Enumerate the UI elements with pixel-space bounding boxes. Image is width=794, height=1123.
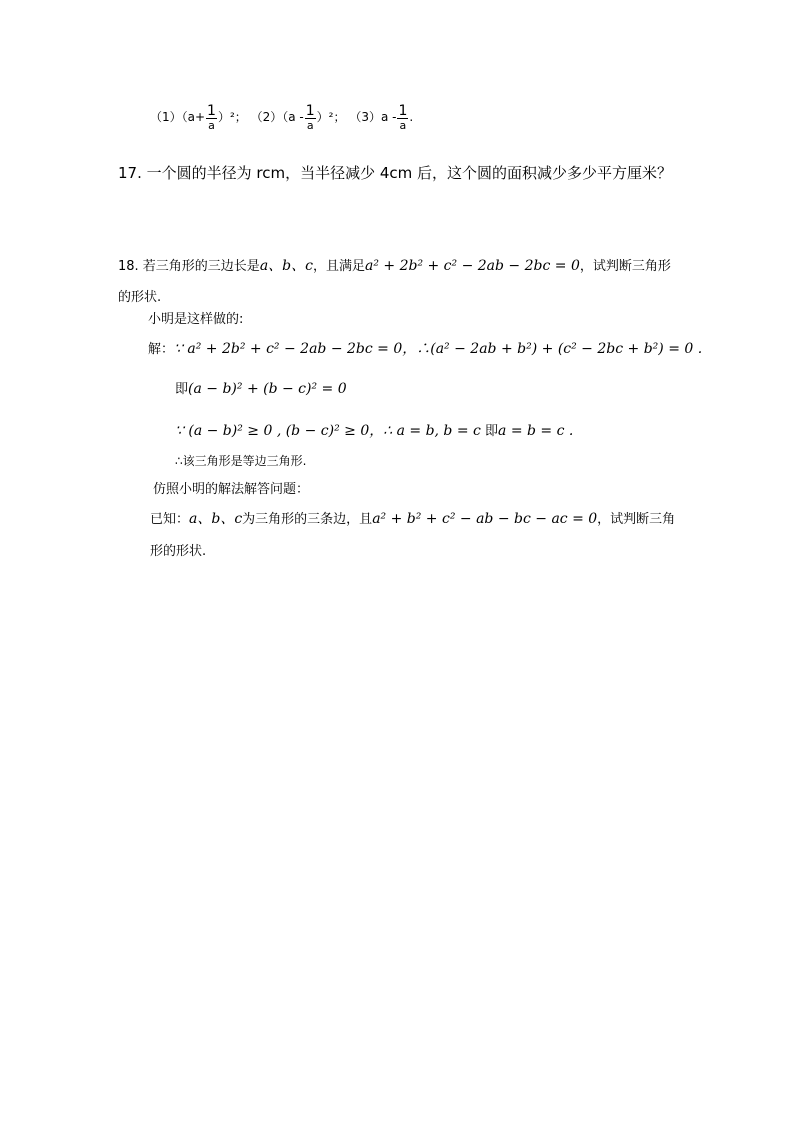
q18-step3: ∵ (a − b)² ≥ 0 , (b − c)² ≥ 0，∴ a = b, b = c 即a = b = c . [175,423,574,439]
q18-conclusion: ∴该三角形是等边三角形. [175,454,307,468]
q18-vars: a、b、c [259,258,313,274]
q16-part3-prefix: （3）a - [349,110,397,124]
q16-part1-suffix: ）²； [217,110,247,124]
q16-parts-line [150,104,413,131]
q18-intro-line1: 18. 若三角形的三边长是a、b、c，且满足a² + 2b² + c² − 2ab − 2bc = 0，试判断三角形 [118,258,671,274]
q16-part2-suffix: ）²； [316,110,346,124]
q18-step2: 即(a − b)² + (b − c)² = 0 [175,381,347,397]
known-label: 已知： [150,512,190,527]
q17-text: 17. 一个圆的半径为 rcm，当半径减少 4cm 后，这个圆的面积减少多少平方厘米？ [118,164,673,182]
q18-xiaoming-label: 小明是这样做的: [148,312,244,327]
q16-part1-fraction: $\frac{1}{a}$ [207,103,216,132]
solution-label: 解： [148,342,175,357]
known-condition: a² + b² + c² − ab − bc − ac = 0 [372,511,598,527]
q18-intro-line2: 的形状. [118,290,162,305]
q18-imitate: 仿照小明的解法解答问题： [153,482,310,497]
q18-known-line2: 形的形状. [150,544,207,559]
q18-step1: 解：∵ a² + 2b² + c² − 2ab − 2bc = 0，∴(a² − 2ab + b²) + (c² − 2bc + b²) = 0 . [148,341,703,357]
q16-part3-suffix: . [409,110,414,124]
q18-condition: a² + 2b² + c² − 2ab − 2bc = 0 [364,258,580,274]
q16-part3-fraction: $\frac{1}{a}$ [398,103,408,132]
q16-part2-prefix: （2）（a - [250,110,304,124]
q16-part1-prefix: （1）（a+ [150,110,206,124]
q16-part2-fraction: $\frac{1}{a}$ [305,103,315,132]
q18-known-line1: 已知：a、b、c为三角形的三条边，且a² + b² + c² − ab − bc − ac = 0，试判断三角 [150,511,676,527]
